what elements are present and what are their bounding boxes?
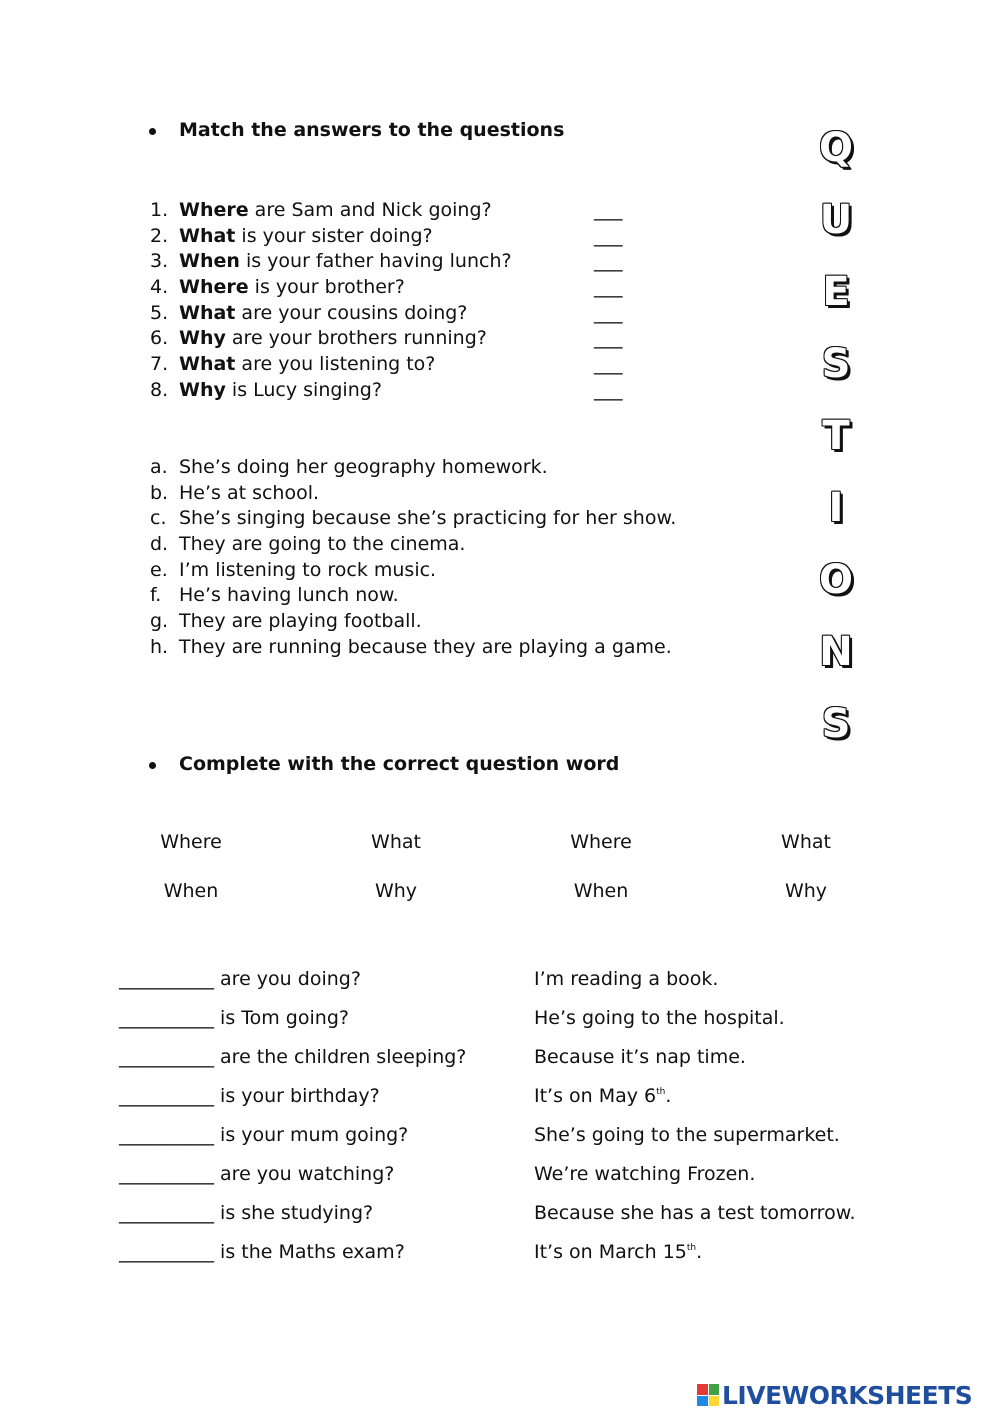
question-text: are your cousins doing? (235, 301, 468, 324)
question-number: 3. (150, 250, 169, 273)
fill-question-text: is your birthday? (214, 1085, 380, 1107)
liveworksheets-logo[interactable] (697, 1380, 972, 1410)
fill-blank[interactable]: __________ (119, 1202, 214, 1224)
fill-response-text: It’s on March 15 (534, 1241, 687, 1263)
answer-text: He’s at school. (179, 481, 320, 504)
fill-blank[interactable]: __________ (119, 1007, 214, 1029)
fill-blank[interactable]: __________ (119, 1085, 214, 1107)
fill-question (119, 1007, 349, 1029)
ordinal-suffix: th (656, 1087, 666, 1097)
answer-blank[interactable]: ___ (594, 199, 623, 221)
fill-question (119, 1241, 405, 1263)
question-text: are your brothers running? (225, 327, 487, 350)
question-word: What (179, 224, 236, 247)
question-word: When (179, 250, 240, 273)
fill-question (119, 1085, 380, 1107)
question-text: is Lucy singing? (225, 378, 382, 401)
answer-text: I’m listening to rock music. (179, 558, 437, 581)
logo-square (709, 1384, 720, 1395)
fill-response-end: . (696, 1241, 703, 1263)
question-number: 4. (150, 276, 169, 299)
fill-response: We’re watching Frozen. (534, 1163, 756, 1185)
question-item (150, 378, 670, 404)
answer-item (150, 481, 750, 507)
fill-response (534, 1241, 702, 1263)
question-text: is your sister doing? (235, 224, 433, 247)
answer-letter: b. (150, 481, 169, 504)
answer-item (150, 609, 750, 635)
question-item (150, 198, 670, 224)
fill-question-text: are the children sleeping? (214, 1046, 467, 1068)
logo-square (697, 1396, 708, 1407)
question-item (150, 352, 670, 378)
answer-letter: a. (150, 456, 168, 478)
title-letter: N (819, 629, 853, 675)
word-bank-item: When (163, 880, 219, 902)
title-letter: O (818, 557, 853, 603)
question-text: are you listening to? (235, 353, 436, 376)
questions-list (150, 198, 670, 404)
fill-question (119, 1202, 373, 1224)
question-text: is your father having lunch? (239, 250, 512, 273)
logo-mark-icon (697, 1384, 719, 1406)
question-item (150, 224, 670, 250)
fill-response-text: It’s on May 6 (534, 1085, 657, 1107)
fill-response (534, 1085, 671, 1107)
answer-blank[interactable]: ___ (594, 250, 623, 273)
answer-letter: f. (150, 584, 162, 607)
answer-text: They are running because they are playing a game. (179, 635, 672, 658)
answer-letter: g. (150, 610, 169, 633)
fill-question (119, 1163, 394, 1185)
answer-text: They are going to the cinema. (179, 533, 466, 556)
title-letter: U (819, 197, 853, 243)
fill-response: Because it’s nap time. (534, 1046, 746, 1068)
question-word: Why (179, 378, 226, 401)
answers-list (150, 455, 750, 661)
ordinal-suffix: th (686, 1243, 697, 1253)
fill-response: She’s going to the supermarket. (534, 1124, 840, 1146)
fill-question (119, 968, 361, 990)
question-item (150, 301, 670, 327)
bullet-icon (149, 762, 156, 769)
fill-question (119, 1046, 466, 1068)
word-bank-item: Where (160, 831, 222, 853)
question-text: is your brother? (248, 276, 405, 299)
question-number: 2. (150, 224, 169, 247)
question-number: 8. (150, 378, 169, 401)
title-letter: I (828, 485, 844, 531)
question-number: 5. (150, 301, 169, 324)
logo-text: LIVEWORKSHEETS (722, 1380, 973, 1410)
question-word: Why (179, 327, 226, 350)
answer-letter: h. (150, 635, 169, 658)
answer-text: They are playing football. (179, 610, 422, 633)
answer-blank[interactable]: ___ (594, 327, 623, 350)
fill-response-end: . (665, 1085, 672, 1107)
logo-square (709, 1396, 720, 1407)
fill-blank[interactable]: __________ (119, 968, 214, 990)
word-bank-item: What (781, 831, 831, 853)
title-letter: E (822, 269, 850, 315)
answer-text: She’s singing because she’s practicing for her show. (179, 507, 677, 530)
question-number: 1. (150, 199, 169, 221)
answer-letter: d. (150, 533, 169, 556)
title-letter: S (821, 341, 851, 387)
bullet-icon (149, 128, 156, 135)
fill-response: He’s going to the hospital. (534, 1007, 785, 1029)
fill-response: Because she has a test tomorrow. (534, 1202, 856, 1224)
question-word: Where (179, 199, 249, 221)
question-item (150, 249, 670, 275)
answer-letter: c. (150, 507, 167, 530)
fill-question-text: are you doing? (214, 968, 361, 990)
question-item (150, 275, 670, 301)
question-word: Where (179, 276, 249, 299)
question-item (150, 326, 670, 352)
fill-blank[interactable]: __________ (119, 1046, 214, 1068)
title-letter: T (822, 413, 850, 459)
answer-item (150, 635, 750, 661)
answer-blank[interactable]: ___ (594, 276, 623, 299)
question-word: What (179, 353, 236, 376)
fill-blank[interactable]: __________ (119, 1241, 214, 1263)
fill-question-text: are you watching? (214, 1163, 395, 1185)
answer-letter: e. (150, 558, 168, 581)
section1-heading: Match the answers to the questions (179, 119, 565, 141)
word-bank-item: What (371, 831, 421, 853)
logo-square (697, 1384, 708, 1395)
fill-question-text: is the Maths exam? (214, 1241, 405, 1263)
word-bank-item: When (573, 880, 629, 902)
question-number: 7. (150, 353, 169, 376)
fill-question-text: is Tom going? (214, 1007, 349, 1029)
answer-item (150, 506, 750, 532)
word-bank-item: Why (784, 880, 828, 902)
title-letter: Q (818, 125, 853, 171)
answer-blank[interactable]: ___ (594, 301, 623, 324)
answer-text: She’s doing her geography homework. (179, 456, 548, 478)
answer-blank[interactable]: ___ (594, 353, 623, 376)
answer-blank[interactable]: ___ (594, 378, 623, 401)
word-bank-item: Why (374, 880, 418, 902)
question-text: are Sam and Nick going? (248, 199, 492, 221)
fill-question-text: is your mum going? (214, 1124, 409, 1146)
fill-question-text: is she studying? (214, 1202, 374, 1224)
answer-blank[interactable]: ___ (594, 224, 623, 247)
answer-item (150, 558, 750, 584)
fill-blank[interactable]: __________ (119, 1163, 214, 1185)
answer-item (150, 583, 750, 609)
answer-item (150, 455, 750, 481)
fill-blank[interactable]: __________ (119, 1124, 214, 1146)
title-letter: S (821, 701, 851, 747)
fill-question (119, 1124, 408, 1146)
answer-text: He’s having lunch now. (179, 584, 399, 607)
question-word: What (179, 301, 236, 324)
answer-item (150, 532, 750, 558)
section2-heading: Complete with the correct question word (179, 753, 620, 775)
fill-response: I’m reading a book. (534, 968, 719, 990)
question-number: 6. (150, 327, 169, 350)
word-bank-item: Where (570, 831, 632, 853)
